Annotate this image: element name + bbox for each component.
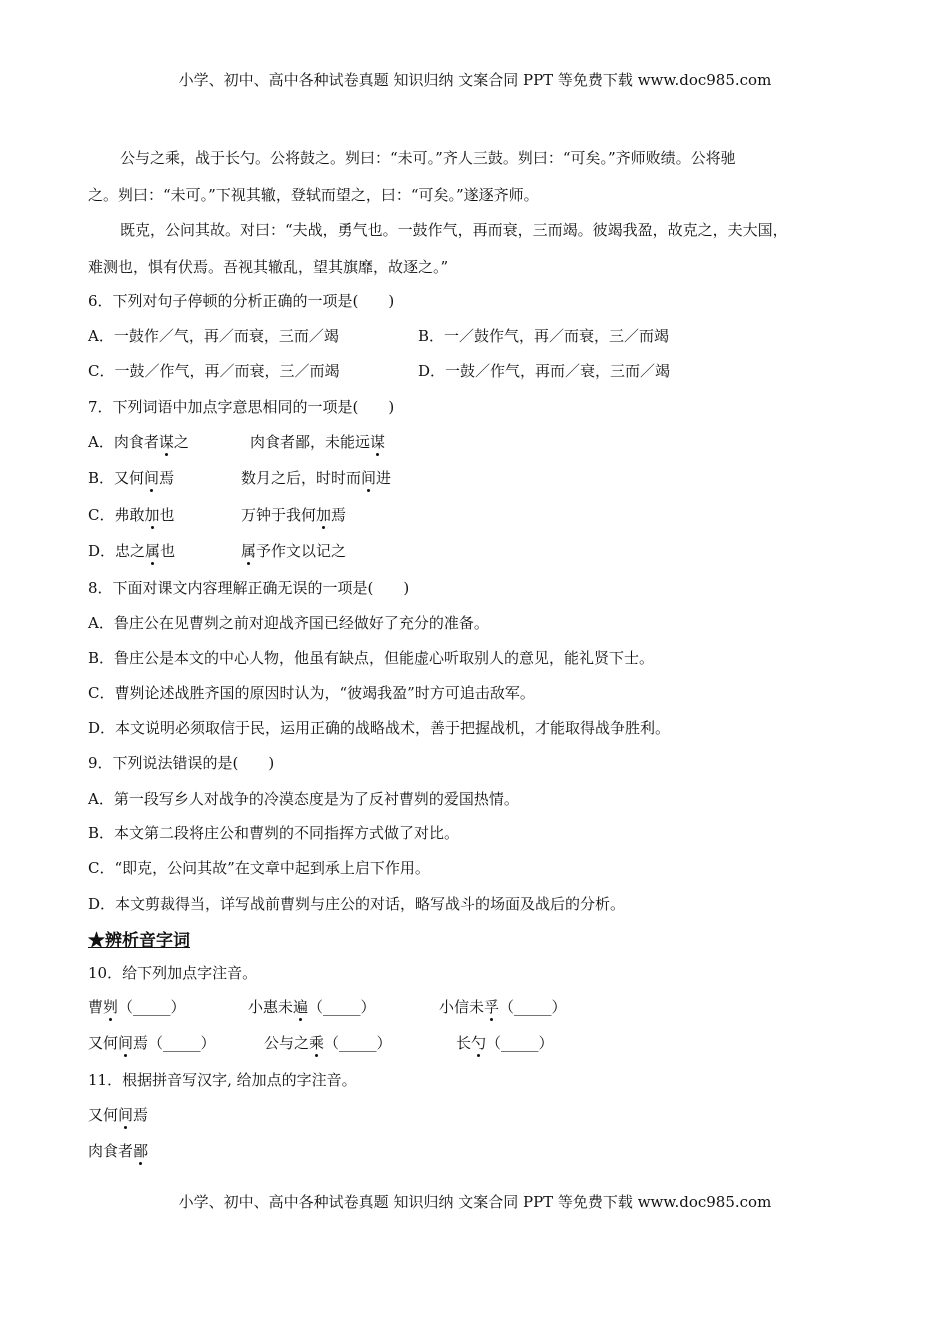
q8-option-b: B．鲁庄公是本文的中心人物，他虽有缺点，但能虚心听取别人的意见，能礼贤下士。 [88,649,655,667]
q6-option-d: D．一鼓／作气，再而／衰，三而／竭 [418,362,671,380]
q9-option-b: B．本文第二段将庄公和曹刿的不同指挥方式做了对比。 [88,824,460,842]
dotted-char: 勺 [471,1034,487,1052]
answer-blank[interactable]: （_____） [308,998,376,1016]
passage-line: 之。刿曰：“未可。”下视其辙，登轼而望之，曰：“可矣。”遂逐齐师。 [88,186,539,204]
q7-option-a: A．肉食者谋之 [88,433,189,451]
dotted-char: 间 [118,1106,134,1124]
q11-item-1: 又何间焉 [88,1106,149,1124]
q9-option-c: C．“即克，公问其故”在文章中起到承上启下作用。 [88,859,430,877]
question-11-stem: 11．根据拼音写汉字, 给加点的字注音。 [88,1071,357,1089]
q7-option-c: C．弗敢加也 [88,506,175,524]
passage-line: 既克，公问其故。对曰：“夫战，勇气也。一鼓作气，再而衰，三而竭。彼竭我盈，故克之，夫大国， [120,221,788,239]
option-label: D． [88,542,116,560]
answer-blank[interactable]: （_____） [148,1034,216,1052]
q10-item-3: 小信未孚（_____） [439,998,567,1016]
q7-option-d-compare: 属予作文以记之 [241,542,347,560]
question-6-stem: 6．下列对句子停顿的分析正确的一项是( ) [88,292,395,310]
q7-option-c-compare: 万钟于我何加焉 [241,506,347,524]
question-7-stem: 7．下列词语中加点字意思相同的一项是( ) [88,398,395,416]
q10-item-2: 小惠未遍（_____） [248,998,376,1016]
page-footer: 小学、初中、高中各种试卷真题 知识归纳 文案合同 PPT 等免费下载 www.doc985.com [178,1193,772,1211]
dotted-char: 属 [145,542,161,560]
q7-option-d: D．忠之属也 [88,542,176,560]
answer-blank[interactable]: （_____） [499,998,567,1016]
dotted-char: 谋 [158,433,174,451]
q10-item-6: 长勺（_____） [456,1034,554,1052]
q10-item-5: 公与之乘（_____） [264,1034,392,1052]
option-label: C． [88,506,115,524]
question-8-stem: 8．下面对课文内容理解正确无误的一项是( ) [88,579,410,597]
answer-blank[interactable]: （_____） [118,998,186,1016]
q7-option-b-compare: 数月之后，时时而间进 [241,469,392,487]
section-title: ★辨析音字词 [88,931,190,951]
answer-blank[interactable]: （_____） [324,1034,392,1052]
q7-option-b: B．又何间焉 [88,469,175,487]
q6-option-a: A．一鼓作／气，再／而衰，三而／竭 [88,327,339,345]
q11-item-2: 肉食者鄙 [88,1142,149,1160]
q9-option-d: D．本文剪裁得当，详写战前曹刿与庄公的对话，略写战斗的场面及战后的分析。 [88,895,626,913]
dotted-char: 加 [316,506,332,524]
dotted-char: 孚 [484,998,500,1016]
dotted-char: 刿 [103,998,119,1016]
q10-item-4: 又何间焉（_____） [88,1034,216,1052]
option-label: A． [88,433,114,451]
dotted-char: 谋 [370,433,386,451]
q8-option-a: A．鲁庄公在见曹刿之前对迎战齐国已经做好了充分的准备。 [88,614,489,632]
question-9-stem: 9．下列说法错误的是( ) [88,754,275,772]
q7-option-a-compare: 肉食者鄙，未能远谋 [250,433,386,451]
dotted-char: 加 [144,506,160,524]
q9-option-a: A．第一段写乡人对战争的冷漠态度是为了反衬曹刿的爱国热情。 [88,790,519,808]
passage-line: 公与之乘，战于长勺。公将鼓之。刿曰：“未可。”齐人三鼓。刿曰：“可矣。”齐师败绩。公将驰 [120,149,736,167]
dotted-char: 间 [361,469,377,487]
dotted-char: 属 [241,542,257,560]
dotted-char: 乘 [309,1034,325,1052]
passage-line: 难测也，惧有伏焉。吾视其辙乱，望其旗靡，故逐之。” [88,258,449,276]
dotted-char: 遍 [293,998,309,1016]
page-header: 小学、初中、高中各种试卷真题 知识归纳 文案合同 PPT 等免费下载 www.doc985.com [178,71,772,89]
dotted-char: 鄙 [133,1142,149,1160]
q8-option-c: C．曹刿论述战胜齐国的原因时认为，“彼竭我盈”时方可追击敌军。 [88,684,535,702]
q6-option-c: C．一鼓／作气，再／而衰，三／而竭 [88,362,340,380]
question-10-stem: 10．给下列加点字注音。 [88,964,258,982]
dotted-char: 间 [118,1034,134,1052]
answer-blank[interactable]: （_____） [486,1034,554,1052]
q10-item-1: 曹刿（_____） [88,998,186,1016]
q8-option-d: D．本文说明必须取信于民，运用正确的战略战术，善于把握战机，才能取得战争胜利。 [88,719,671,737]
option-label: B． [88,469,115,487]
dotted-char: 间 [144,469,160,487]
q6-option-b: B．一／鼓作气，再／而衰，三／而竭 [418,327,670,345]
